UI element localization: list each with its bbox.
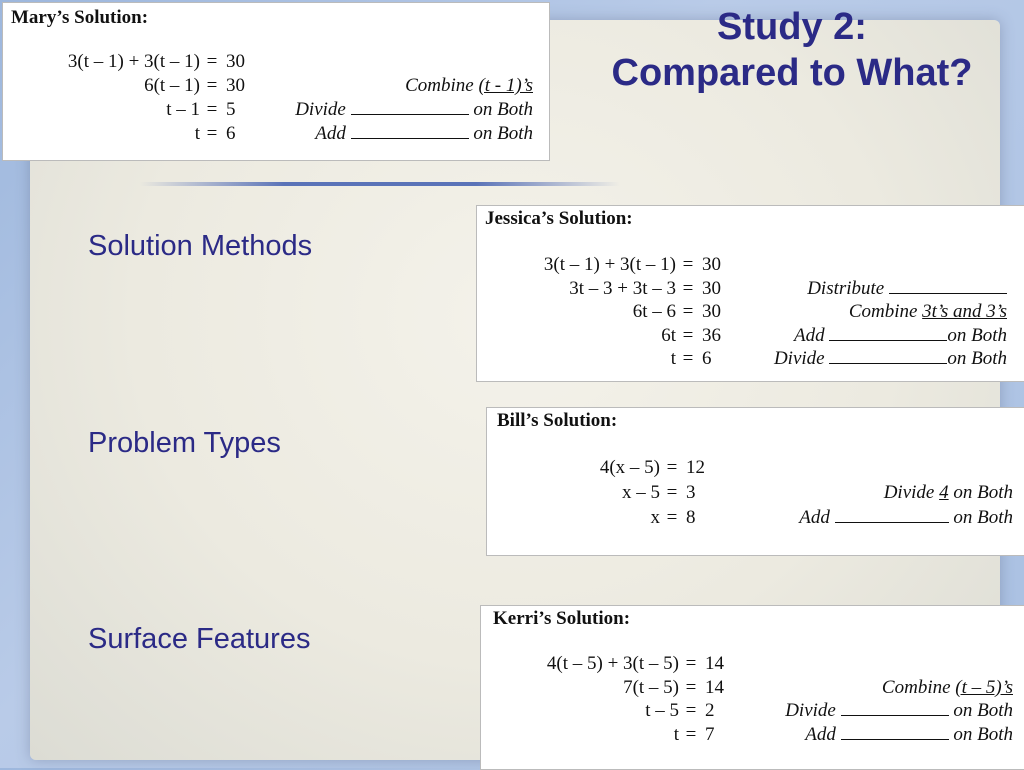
equals-sign: =	[682, 324, 694, 346]
jessica-heading: Jessica’s Solution:	[485, 208, 633, 229]
equals-sign: =	[206, 123, 218, 144]
equation-left: t – 5	[645, 700, 679, 721]
step-annotation	[774, 348, 1007, 370]
equation-left: x	[650, 507, 660, 528]
annotation-fill: (t - 1)’s	[478, 75, 533, 96]
annotation-target: on Both	[468, 99, 533, 120]
annotation-action: Divide	[785, 700, 841, 721]
equation-left: t	[673, 723, 679, 745]
equation-left: 4(t – 5) + 3(t – 5)	[546, 653, 679, 674]
annotation-target: on Both	[947, 324, 1007, 346]
annotation-blank	[841, 701, 949, 716]
equation-left: 3(t – 1) + 3(t – 1)	[67, 51, 200, 72]
equation-left: 6t	[661, 324, 676, 346]
topic-solution-methods: Solution Methods	[88, 230, 313, 262]
step-annotation	[315, 123, 533, 145]
step-annotation	[794, 325, 1007, 347]
equation-right: 30	[702, 277, 721, 299]
equation-left: 6(t – 1)	[144, 75, 200, 96]
bill-solution-box	[486, 407, 1024, 556]
equation-right: 30	[702, 254, 721, 275]
annotation-fill: 3t’s and 3’s	[922, 301, 1007, 322]
bill-heading: Bill’s Solution:	[497, 410, 618, 431]
equals-sign: =	[685, 653, 697, 674]
equation-right: 30	[702, 301, 721, 322]
jessica-solution-box	[476, 205, 1024, 382]
equation-left: 6t – 6	[632, 301, 676, 322]
annotation-action: Divide	[773, 348, 830, 369]
equals-sign: =	[682, 277, 694, 299]
step-annotation	[405, 75, 533, 97]
equation-left: x – 5	[622, 482, 660, 503]
equals-sign: =	[682, 254, 694, 275]
equals-sign: =	[685, 676, 697, 698]
annotation-fill: 4	[939, 482, 949, 503]
equation-right: 12	[686, 457, 705, 478]
slide-title	[560, 4, 1024, 96]
topic-problem-types: Problem Types	[88, 427, 281, 459]
annotation-action: Combine	[848, 301, 923, 322]
annotation-action: Combine	[405, 75, 479, 96]
annotation-blank	[829, 349, 947, 364]
equals-sign: =	[685, 723, 697, 745]
kerri-solution-box	[480, 605, 1024, 770]
annotation-target: on Both	[948, 723, 1013, 745]
annotation-target: on Both	[948, 482, 1013, 503]
kerri-heading: Kerri’s Solution:	[493, 608, 631, 629]
equals-sign: =	[682, 301, 694, 322]
annotation-blank	[835, 508, 949, 523]
equation-right: 6	[702, 348, 712, 369]
equation-right: 36	[702, 324, 721, 346]
title-line-2: Compared to What?	[611, 52, 973, 94]
equation-right: 30	[226, 51, 245, 72]
equation-left: 3(t – 1) + 3(t – 1)	[543, 254, 676, 275]
equation-right: 5	[226, 99, 236, 120]
annotation-action: Divide	[883, 482, 940, 503]
equals-sign: =	[666, 507, 678, 528]
annotation-action: Distribute	[807, 277, 889, 299]
step-annotation	[799, 507, 1013, 529]
equation-left: 7(t – 5)	[623, 676, 679, 698]
step-annotation	[805, 724, 1013, 746]
annotation-blank	[889, 279, 1007, 294]
equation-left: t	[194, 123, 200, 144]
equation-right: 8	[686, 507, 696, 528]
equation-right: 2	[705, 700, 715, 721]
mary-solution-box	[2, 2, 550, 161]
equation-right: 14	[705, 653, 724, 674]
annotation-target: on Both	[947, 348, 1007, 369]
annotation-target: on Both	[948, 700, 1013, 721]
annotation-blank	[351, 100, 469, 115]
annotation-target: on Both	[468, 123, 533, 144]
annotation-blank	[351, 124, 469, 139]
annotation-action: Divide	[295, 99, 351, 120]
annotation-target: on Both	[948, 507, 1013, 528]
equals-sign: =	[206, 51, 218, 72]
step-annotation	[295, 99, 533, 121]
annotation-action: Add	[805, 723, 841, 745]
equation-left: t	[670, 348, 676, 369]
equals-sign: =	[206, 99, 218, 120]
equation-left: t – 1	[166, 99, 200, 120]
equals-sign: =	[666, 457, 678, 478]
step-annotation	[849, 301, 1007, 323]
equation-right: 7	[705, 723, 715, 745]
step-annotation	[785, 700, 1013, 722]
annotation-fill: (t – 5)’s	[955, 676, 1013, 698]
equals-sign: =	[206, 75, 218, 96]
annotation-action: Add	[799, 507, 835, 528]
divider-rule	[140, 182, 620, 186]
annotation-blank	[841, 725, 949, 740]
equation-right: 30	[226, 75, 245, 96]
title-line-1: Study 2:	[717, 6, 867, 48]
equation-left: 4(x – 5)	[599, 457, 660, 478]
equation-left: 3t – 3 + 3t – 3	[569, 277, 676, 299]
equation-right: 6	[226, 123, 236, 144]
step-annotation	[884, 482, 1013, 504]
equation-right: 14	[705, 676, 724, 698]
annotation-action: Add	[794, 324, 830, 346]
equation-right: 3	[686, 482, 696, 503]
annotation-blank	[829, 326, 947, 341]
annotation-action: Combine	[881, 676, 956, 698]
topic-surface-features: Surface Features	[88, 623, 311, 655]
equals-sign: =	[666, 482, 678, 503]
equals-sign: =	[682, 348, 694, 369]
annotation-action: Add	[315, 123, 351, 144]
equals-sign: =	[685, 700, 697, 721]
step-annotation	[807, 278, 1007, 300]
step-annotation	[882, 677, 1013, 699]
mary-heading: Mary’s Solution:	[11, 7, 149, 28]
